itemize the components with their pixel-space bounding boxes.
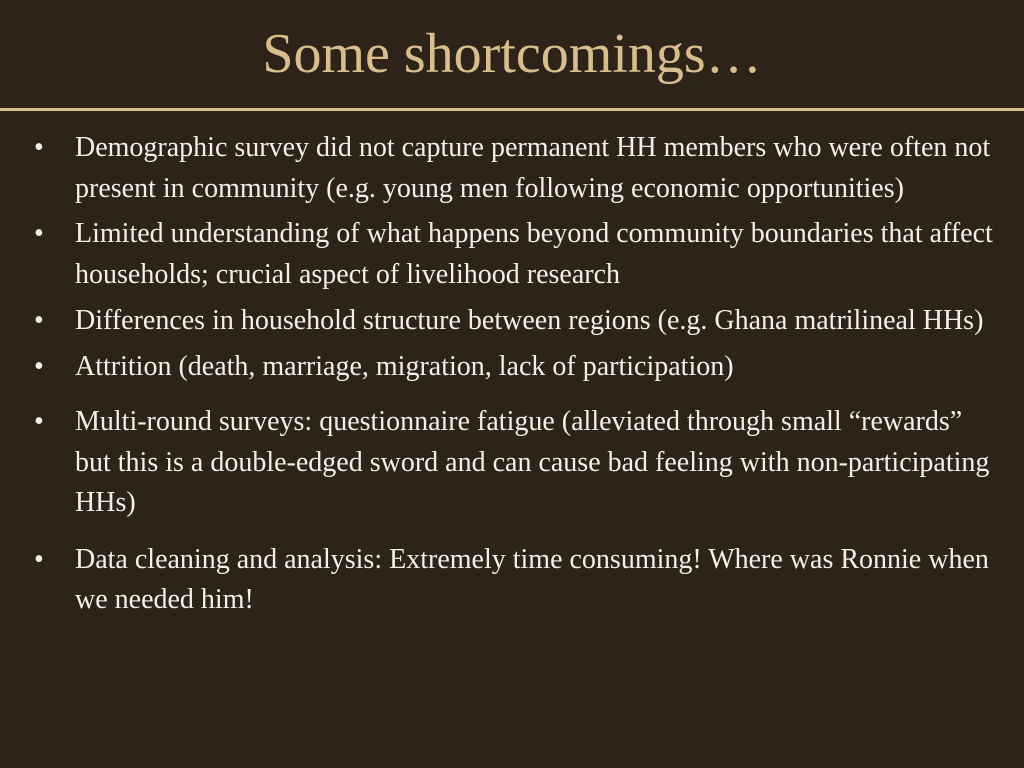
bullet-icon: • (34, 543, 44, 575)
bullet-icon: • (34, 132, 44, 163)
bullet-item (34, 540, 994, 621)
title-divider (0, 108, 1024, 111)
bullet-item (34, 128, 994, 209)
bullet-text: Data cleaning and analysis: Extremely time consuming! Where was Ronnie when we needed him! (75, 543, 989, 615)
bullet-text: Differences in household structure between regions (e.g. Ghana matrilineal HHs) (75, 305, 984, 336)
bullet-item (34, 301, 994, 342)
bullet-item (34, 402, 994, 524)
bullet-text: Demographic survey did not capture permanent HH members who were often not present in community (e.g. young men following economic opportunities) (75, 132, 991, 204)
bullet-item (34, 214, 994, 295)
bullet-icon: • (34, 406, 44, 437)
bullet-item (34, 347, 994, 388)
bullet-text: Attrition (death, marriage, migration, lack of participation) (75, 350, 734, 382)
slide-title: Some shortcomings… (262, 23, 762, 85)
bullet-text: Limited understanding of what happens beyond community boundaries that affect households; crucial aspect of livelihood research (75, 218, 993, 290)
bullet-icon: • (34, 305, 44, 336)
bullet-icon: • (34, 350, 44, 382)
bullet-icon: • (34, 218, 44, 249)
bullet-list (34, 128, 994, 621)
bullet-text: Multi-round surveys: questionnaire fatigue (alleviated through small “rewards” but this is a double-edged sword and can cause bad feeling with non-participating HHs) (75, 406, 990, 518)
